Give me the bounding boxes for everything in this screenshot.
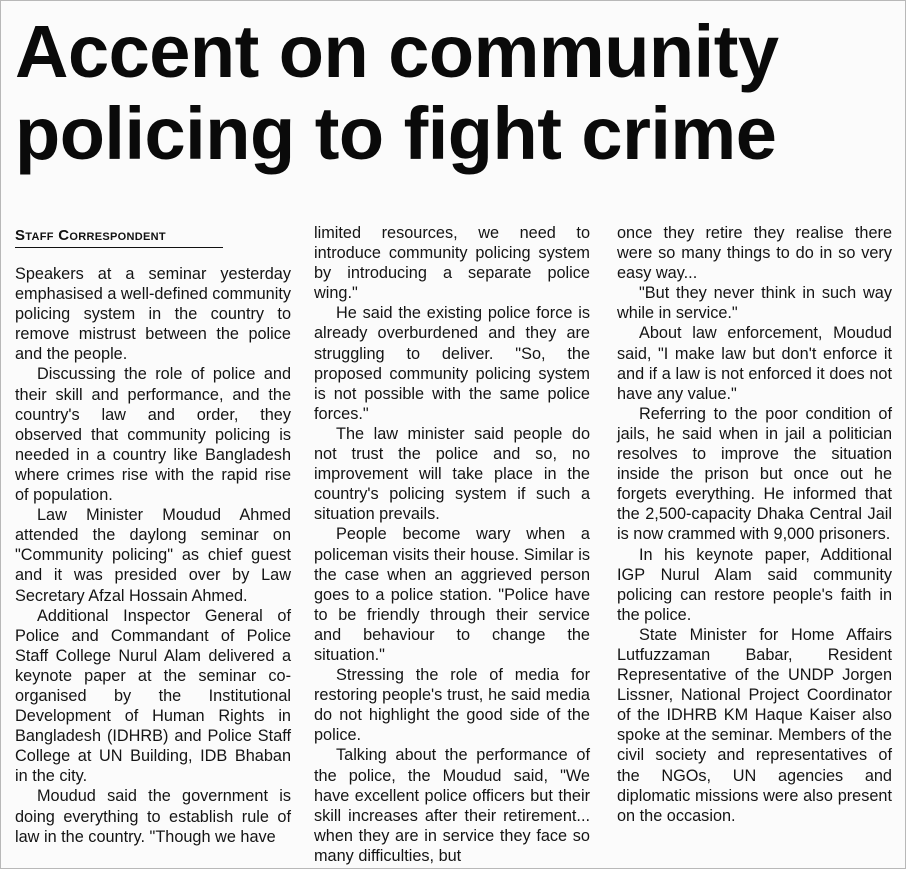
headline <box>15 11 895 175</box>
paragraph: In his keynote paper, Additional IGP Nurul Alam said community policing can restore people's faith in the police. <box>617 545 892 624</box>
paragraph: About law enforcement, Moudud said, "I make law but don't enforce it and if a law is not enforced it does not have any value." <box>617 324 892 403</box>
paragraph: Speakers at a seminar yesterday emphasised a well-defined community policing system in the country to remove mistrust between the police and the people. <box>15 265 292 364</box>
byline: Staff Correspondent <box>15 227 223 248</box>
paragraph: The law minister said people do not trust the police and so, no improvement will take place in the country's policing system if such a situation prevails. <box>314 424 590 524</box>
paragraph: He said the existing police force is already overburdened and they are struggling to deliver. "So, the proposed community policing system is not possible with the same police forces." <box>314 304 590 423</box>
paragraph: Talking about the performance of the police, the Moudud said, "We have excellent police officers but their skill increases after their retirement... when they are in service they face so many difficulties, but <box>314 746 590 865</box>
paragraph: Stressing the role of media for restoring people's trust, he said media do not highlight the good side of the police. <box>314 666 590 745</box>
paragraph: Law Minister Moudud Ahmed attended the daylong seminar on "Community policing" as chief guest and it was presided over by Law Secretary Afzal Hossain Ahmed. <box>15 506 291 605</box>
paragraph: Moudud said the government is doing everything to establish rule of law in the country. "Though we have <box>15 787 291 846</box>
paragraph: "But they never think in such way while in service." <box>617 284 892 323</box>
paragraph: Referring to the poor condition of jails, he said when in jail a politician resolves to improve the situation inside the prison but once out he forgets everything. He informed that the 2,500-capacity Dhaka Central Jail is now crammed with 9,000 prisoners. <box>617 404 892 544</box>
article-column-3 <box>617 223 892 826</box>
headline-line-2: policing to fight crime <box>15 92 777 175</box>
paragraph: limited resources, we need to introduce community policing system by introducing a separate police wing." <box>314 224 590 303</box>
paragraph: State Minister for Home Affairs Lutfuzzaman Babar, Resident Representative of the UNDP Jorgen Lissner, National Project Coordinator of the IDHRB KM Haque Kaiser also spoke at the seminar. Members of the civil society and representatives of the NGOs, UN agencies and diplomatic missions were also present on the occasion. <box>617 625 892 825</box>
paragraph: once they retire they realise there were so many things to do in so very easy way... <box>617 224 892 283</box>
paragraph: People become wary when a policeman visits their house. Similar is the case when an aggrieved person goes to a police station. "Police have to be friendly through their service and behaviour to change the situation." <box>314 525 590 664</box>
paragraph: Additional Inspector General of Police and Commandant of Police Staff College Nurul Alam delivered a keynote paper at the seminar co-organised by the Institutional Development of Human Rights in Bangladesh (IDHRB) and Police Staff College at UN Building, IDB Bhaban in the city. <box>15 606 291 786</box>
paragraph: Discussing the role of police and their skill and performance, and the country's law and order, they observed that community policing is needed in a country like Bangladesh where crimes rise with the rapid rise of population. <box>15 365 291 505</box>
article-column-1 <box>15 264 291 847</box>
article-column-2 <box>314 223 590 866</box>
headline-line-1: Accent on community <box>15 10 779 93</box>
